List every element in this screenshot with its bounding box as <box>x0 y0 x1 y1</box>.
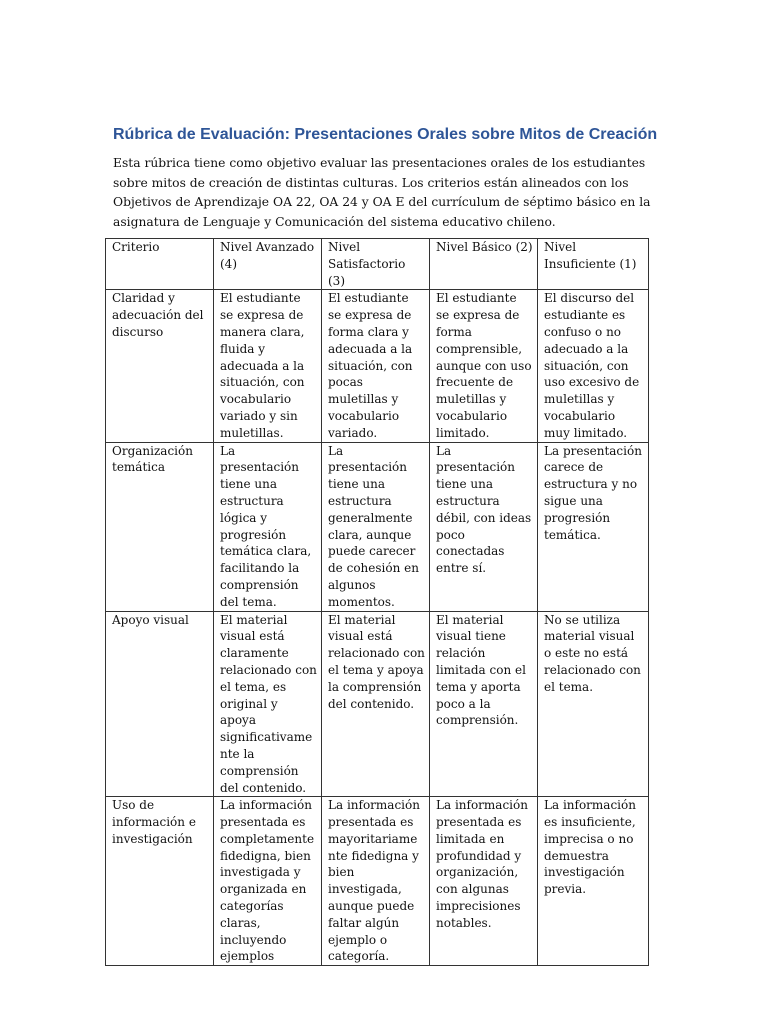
level-cell: El estudiante se expresa de forma clara y adecuada a la situación, con pocas muletillas y vocabulario variado. <box>322 290 430 442</box>
criterion-cell: Organización temática <box>106 442 214 611</box>
table-row <box>106 442 649 611</box>
table-row <box>106 290 649 442</box>
level-cell: La presentación carece de estructura y no sigue una progresión temática. <box>538 442 649 611</box>
level-cell: El material visual está claramente relacionado con el tema, es original y apoya significativamente la comprensión del contenido. <box>214 611 322 797</box>
level-cell: El estudiante se expresa de manera clara, fluida y adecuada a la situación, con vocabulario variado y sin muletillas. <box>214 290 322 442</box>
level-cell: La información presentada es completamente fidedigna, bien investigada y organizada en categorías claras, incluyendo ejemplos <box>214 797 322 966</box>
level-cell: El estudiante se expresa de forma comprensible, aunque con uso frecuente de muletillas y vocabulario limitado. <box>430 290 538 442</box>
level-cell: La información es insuficiente, imprecisa o no demuestra investigación previa. <box>538 797 649 966</box>
level-cell: La presentación tiene una estructura lógica y progresión temática clara, facilitando la comprensión del tema. <box>214 442 322 611</box>
header-nivel-insuficiente: Nivel Insuficiente (1) <box>538 239 649 290</box>
level-cell: La presentación tiene una estructura generalmente clara, aunque puede carecer de cohesión en algunos momentos. <box>322 442 430 611</box>
table-row <box>106 797 649 966</box>
document-page <box>112 124 658 964</box>
level-cell: La información presentada es mayoritariamente fidedigna y bien investigada, aunque puede faltar algún ejemplo o categoría. <box>322 797 430 966</box>
document-title: Rúbrica de Evaluación: Presentaciones Orales sobre Mitos de Creación <box>113 126 658 143</box>
level-cell: El discurso del estudiante es confuso o no adecuado a la situación, con uso excesivo de muletillas y vocabulario muy limitado. <box>538 290 649 442</box>
level-cell: El material visual está relacionado con el tema y apoya la comprensión del contenido. <box>322 611 430 797</box>
level-cell: El material visual tiene relación limitada con el tema y aporta poco a la comprensión. <box>430 611 538 797</box>
table-header-row <box>106 239 649 290</box>
rubric-table <box>105 238 649 966</box>
header-nivel-basico: Nivel Básico (2) <box>430 239 538 290</box>
level-cell: No se utiliza material visual o este no está relacionado con el tema. <box>538 611 649 797</box>
level-cell: La información presentada es limitada en profundidad y organización, con algunas imprecisiones notables. <box>430 797 538 966</box>
header-nivel-satisfactorio: Nivel Satisfactorio (3) <box>322 239 430 290</box>
level-cell: La presentación tiene una estructura débil, con ideas poco conectadas entre sí. <box>430 442 538 611</box>
header-nivel-avanzado: Nivel Avanzado (4) <box>214 239 322 290</box>
intro-paragraph: Esta rúbrica tiene como objetivo evaluar las presentaciones orales de los estudiantes sobre mitos de creación de distintas culturas. Los criterios están alineados con los Objetivos de Aprendizaje OA 22, OA 24 y OA E del currículum de séptimo básico en la asignatura de Lenguaje y Comunicación del sistema educativo chileno. <box>113 156 651 229</box>
header-criterio: Criterio <box>106 239 214 290</box>
criterion-cell: Uso de información e investigación <box>106 797 214 966</box>
table-row <box>106 611 649 797</box>
criterion-cell: Claridad y adecuación del discurso <box>106 290 214 442</box>
criterion-cell: Apoyo visual <box>106 611 214 797</box>
